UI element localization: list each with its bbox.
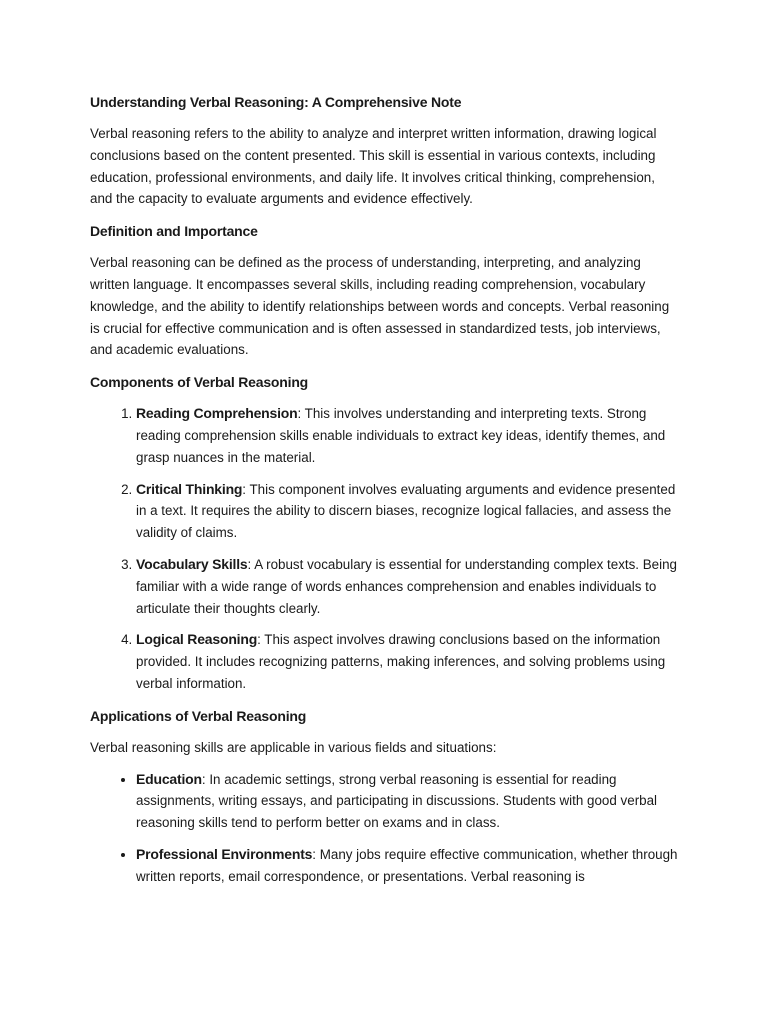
component-text: : This component involves evaluating arguments and evidence presented in a text. It requires the ability to discern biases, recognize logical fallacies, and assess the validity of claims. xyxy=(136,481,676,541)
components-heading: Components of Verbal Reasoning xyxy=(90,374,309,391)
applications-list xyxy=(90,769,680,888)
definition-heading: Definition and Importance xyxy=(90,223,258,240)
list-item xyxy=(136,844,680,888)
component-term: Logical Reasoning xyxy=(136,631,258,648)
component-text: : This aspect involves drawing conclusions based on the information provided. It includes recognizing patterns, making inferences, and solving problems using verbal information. xyxy=(136,632,666,691)
definition-paragraph: Verbal reasoning can be defined as the process of understanding, interpreting, and analyzing written language. It encompasses several skills, including reading comprehension, vocabulary knowledge, and the ability to identify relationships between words and concepts. Verbal reasoning is crucial for effective communication and is often assessed in standardized tests, job interviews, and academic evaluations. xyxy=(90,255,670,358)
list-item xyxy=(136,769,680,834)
application-text: : In academic settings, strong verbal reasoning is essential for reading assignments, writing essays, and participating in discussions. Students with good verbal reasoning skills tend to perform better on exams and in class. xyxy=(136,771,658,831)
document-title: Understanding Verbal Reasoning: A Comprehensive Note xyxy=(90,94,462,110)
component-term: Critical Thinking xyxy=(136,480,243,497)
applications-heading: Applications of Verbal Reasoning xyxy=(90,707,307,724)
list-item xyxy=(136,403,680,468)
component-text: : A robust vocabulary is essential for understanding complex texts. Being familiar with a wide range of words enhances comprehension and enables individuals to articulate their thoughts clearly. xyxy=(136,556,677,616)
list-item xyxy=(136,629,680,694)
application-term: Professional Environments xyxy=(136,845,313,862)
list-item xyxy=(136,554,680,619)
application-term: Education xyxy=(136,770,202,787)
component-text: : This involves understanding and interpreting texts. Strong reading comprehension skills enable individuals to extract key ideas, identify themes, and grasp nuances in the material. xyxy=(136,406,666,465)
list-item xyxy=(136,479,680,544)
applications-intro: Verbal reasoning skills are applicable in various fields and situations: xyxy=(90,739,497,755)
intro-paragraph: Verbal reasoning refers to the ability to analyze and interpret written information, drawing logical conclusions based on the content presented. This skill is essential in various contexts, including education, professional environments, and daily life. It involves critical thinking, comprehension, and the capacity to evaluate arguments and evidence effectively. xyxy=(90,126,657,207)
application-text: : Many jobs require effective communication, whether through written reports, email correspondence, or presentations. Verbal reasoning is xyxy=(136,846,678,884)
component-term: Reading Comprehension xyxy=(136,405,298,422)
component-term: Vocabulary Skills xyxy=(136,555,248,572)
document-page xyxy=(90,91,680,898)
components-list xyxy=(90,403,680,695)
